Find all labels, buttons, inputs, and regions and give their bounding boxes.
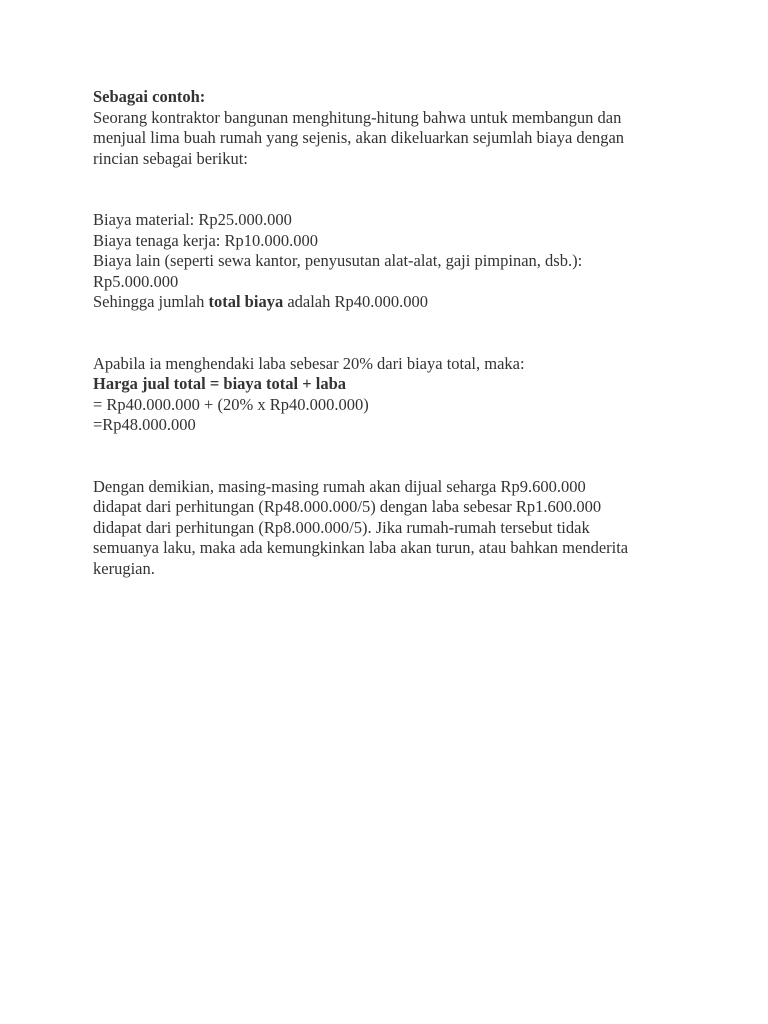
- total-prefix: Sehingga jumlah: [93, 292, 209, 311]
- total-cost-line: [93, 292, 693, 313]
- profit-formula: Harga jual total = biaya total + laba: [93, 374, 347, 393]
- conclusion-line: semuanya laku, maka ada kemungkinkan laba akan turun, atau bahkan menderita: [93, 538, 629, 557]
- other-cost-label: Biaya lain (seperti sewa kantor, penyusutan alat-alat, gaji pimpinan, dsb.):: [93, 251, 583, 270]
- intro-line: rincian sebagai berikut:: [93, 148, 248, 168]
- paragraph-gap: [93, 169, 693, 210]
- intro-line: Seorang kontraktor bangunan menghitung-hitung bahwa untuk membangun dan: [93, 107, 622, 127]
- profit-intro: Apabila ia menghendaki laba sebesar 20% dari biaya total, maka:: [93, 353, 525, 373]
- example-heading: Sebagai contoh:: [93, 87, 206, 106]
- conclusion-line: didapat dari perhitungan (Rp8.000.000/5). Jika rumah-rumah tersebut tidak: [93, 517, 590, 537]
- cost-section: [93, 210, 693, 313]
- document-page: [93, 87, 693, 579]
- example-section: [93, 87, 693, 169]
- conclusion-line: didapat dari perhitungan (Rp48.000.000/5) dengan laba sebesar Rp1.600.000: [93, 497, 602, 516]
- profit-calc: = Rp40.000.000 + (20% x Rp40.000.000): [93, 394, 369, 414]
- conclusion-line: Dengan demikian, masing-masing rumah akan dijual seharga Rp9.600.000: [93, 476, 586, 496]
- paragraph-gap: [93, 313, 693, 354]
- labor-cost: Biaya tenaga kerja: Rp10.000.000: [93, 230, 318, 250]
- conclusion-section: [93, 477, 693, 580]
- paragraph-gap: [93, 436, 693, 477]
- intro-line: menjual lima buah rumah yang sejenis, akan dikeluarkan sejumlah biaya dengan: [93, 128, 625, 147]
- total-bold: total biaya: [208, 292, 284, 311]
- profit-result: =Rp48.000.000: [93, 415, 196, 434]
- total-suffix: adalah Rp40.000.000: [283, 292, 429, 311]
- conclusion-line: kerugian.: [93, 558, 155, 578]
- material-cost: Biaya material: Rp25.000.000: [93, 210, 292, 229]
- other-cost-value: Rp5.000.000: [93, 271, 179, 291]
- profit-section: [93, 354, 693, 436]
